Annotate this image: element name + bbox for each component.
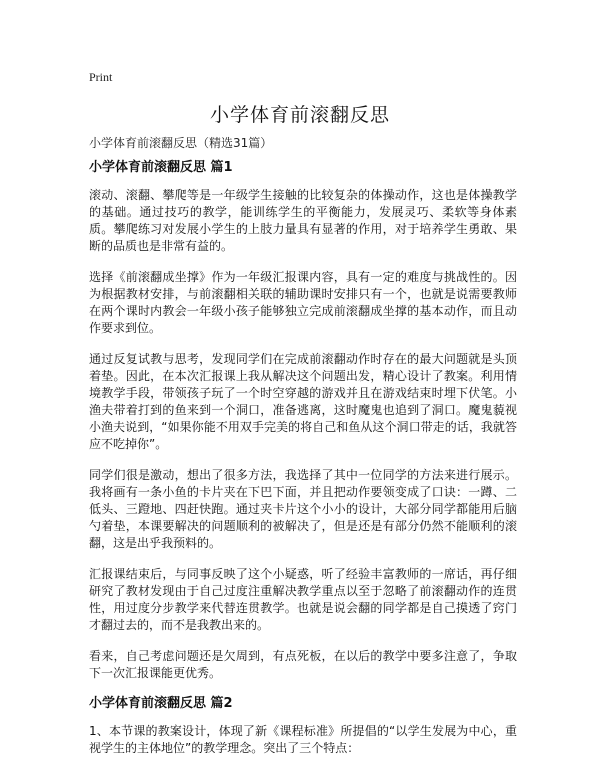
paragraph: 通过反复试教与思考，发现同学们在完成前滚翻动作时存在的最大问题就是头顶着垫。因此，在本次汇报课上我从解决这个问题出发，精心设计了教案。利用情境教学手段，带领孩子玩了一个时空穿越的游戏并且在游戏结束时埋下伏笔。小渔夫带着打到的鱼来到一个洞口，准备逃离，这时魔鬼也追到了洞口。魔鬼藐视小渔夫说到，“如果你能不用双手完美的将自己和鱼从这个洞口带走的话，我就答应不吃掉你”。 — [89, 352, 517, 451]
print-link[interactable]: Print — [89, 70, 113, 84]
section-heading: 小学体育前滚翻反思 篇2 — [89, 696, 233, 711]
paragraph: 同学们很是激动，想出了很多方法，我选择了其中一位同学的方法来进行展示。我将画有一条小鱼的卡片夹在下巴下面，并且把动作要领变成了口诀：一蹲、二低头、三蹬地、四赶快跑。通过夹卡片这个小小的设计，大部分同学都能用后脑勺着垫，本课要解决的问题顺利的被解决了，但是还是有部分仍然不能顺利的滚翻，这是出乎我预料的。 — [89, 468, 517, 550]
page-title: 小学体育前滚翻反思 — [209, 104, 390, 126]
paragraph: 选择《前滚翻成坐撑》作为一年级汇报课内容，具有一定的难度与挑战性的。因为根据教材安排，与前滚翻相关联的辅助课时安排只有一个，也就是说需要教师在两个课时内教会一年级小孩子能够独立完成前滚翻成坐撑的基本动作，而且动作要求到位。 — [89, 270, 517, 335]
paragraph: 汇报课结束后，与同事反映了这个小疑惑，听了经验丰富教师的一席话，再仔细研究了教材发现由于自己过度注重解决教学重点以至于忽略了前滚翻动作的连贯性，用过度分步教学来代替连贯教学。也就是说会翻的同学都是自己摸透了窍门才翻过去的，而不是我教出来的。 — [89, 567, 517, 632]
section-heading: 小学体育前滚翻反思 篇1 — [89, 160, 233, 175]
article-body — [89, 160, 517, 771]
paragraph: 滚动、滚翻、攀爬等是一年级学生接触的比较复杂的体操动作，这也是体操教学的基础。通过技巧的教学，能训练学生的平衡能力，发展灵巧、柔软等身体素质。攀爬练习对发展小学生的上肢力量具有显著的作用，对于培养学生勇敢、果断的品质也是非常有益的。 — [89, 188, 517, 253]
paragraph: 1、本节课的教案设计，体现了新《课程标准》所提倡的“以学生发展为中心，重视学生的主体地位”的教学理念。突出了三个特点： — [89, 724, 517, 755]
paragraph: 看来，自己考虑问题还是欠周到，有点死板，在以后的教学中要多注意了，争取下一次汇报课能更优秀。 — [89, 649, 517, 680]
page-subtitle: 小学体育前滚翻反思（精选31篇） — [89, 136, 273, 150]
